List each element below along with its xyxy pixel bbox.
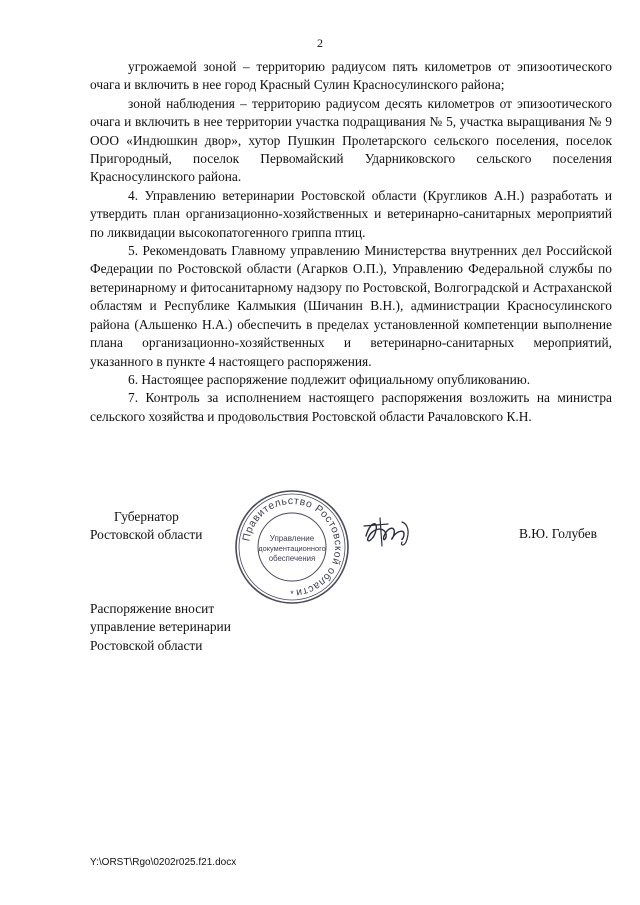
paragraph-threatened-zone: угрожаемой зоной – территорию радиусом пять километров от эпизоотического очага и включить в нее город Красный Сулин Красносулинского района; — [90, 59, 612, 93]
paragraph-item-7: 7. Контроль за исполнением настоящего распоряжения возложить на министра сельского хозяйства и продовольствия Ростовской области Рачаловского К.Н. — [90, 390, 612, 424]
paragraph-observation-zone: зоной наблюдения – территорию радиусом десять километров от эпизоотического очага и включить в нее территории участка подращивания № 5, участка выращивания № 9 ООО «Индюшкин двор», хутор Пушкин Пролетарского сельского поселения, поселок Пригородный, поселок Первомайский Ударниковского сельского поселения Красносулинского района. — [90, 95, 612, 185]
signatory-name: В.Ю. Голубев — [519, 526, 597, 541]
seal-graphic — [232, 487, 352, 607]
signature-graphic — [360, 512, 430, 552]
paragraph-item-5: 5. Рекомендовать Главному управлению Министерства внутренних дел Российской Федерации по Ростовской области (Агарков О.П.), Управлению Федеральной службы по ветеринарному и фитосанитарному надзору по Ростовской, Волгоградской и Астраханской областям и Республике Калмыкия (Шичанин В.Н.), администрации Красносулинского района (Альшенко Н.А.) обеспечить в пределах установленной компетенции выполнение плана организационно-хозяйственных и ветеринарно-санитарных мероприятий, указанного в пункте 4 настоящего распоряжения. — [90, 243, 612, 369]
seal-center-line1: Управление — [269, 534, 315, 543]
document-body — [90, 58, 612, 426]
page-number: 2 — [317, 36, 323, 50]
paragraph-item-4: 4. Управлению ветеринарии Ростовской области (Кругликов А.Н.) разработать и утвердить план организационно-хозяйственных и ветеринарно-санитарных мероприятий по ликвидации высокопатогенного гриппа птиц. — [90, 187, 612, 240]
seal-ring-text: Правительство Ростовской области — [240, 494, 345, 599]
signatory-title — [90, 508, 202, 545]
official-seal — [232, 487, 352, 612]
submitter-note-line1: Распоряжение вносит — [90, 601, 215, 616]
handwritten-signature — [360, 512, 430, 557]
paragraph-item-6: 6. Настоящее распоряжение подлежит официальному опубликованию. — [128, 371, 531, 387]
submitter-note-line3: Ростовской области — [90, 637, 203, 653]
signatory-title-line2: Ростовской области — [90, 527, 203, 543]
seal-center-line2: документационного — [258, 544, 326, 553]
footer-file-path: Y:\ORST\Rgo\0202r025.f21.docx — [90, 857, 237, 868]
submitter-note — [90, 600, 231, 655]
seal-star: * — [290, 589, 294, 599]
signatory-title-line1: Губернатор — [114, 509, 179, 524]
submitter-note-line2: управление ветеринарии — [90, 619, 231, 635]
seal-center-line3: обеспечения — [268, 554, 316, 563]
